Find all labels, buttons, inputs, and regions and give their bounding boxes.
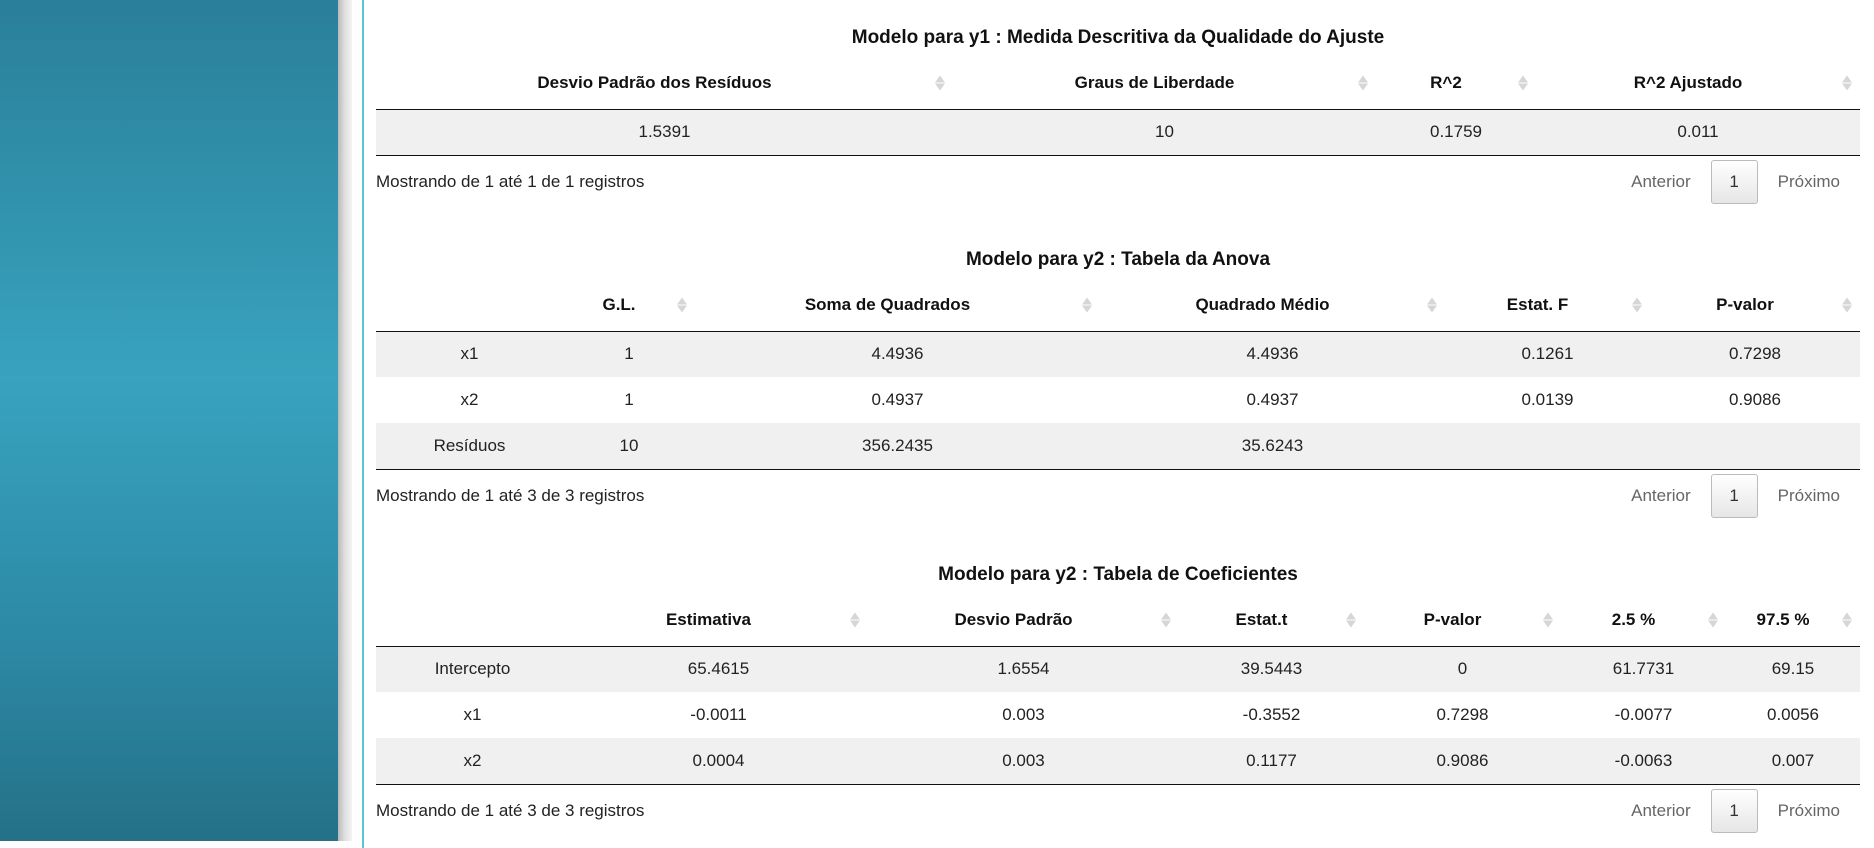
- table1-title: Modelo para y1 : Medida Descritiva da Qualidade do Ajuste: [851, 27, 1385, 48]
- table-cell: 65.4615: [569, 646, 868, 692]
- sort-icon: [850, 612, 860, 627]
- table-row: [376, 423, 1860, 469]
- table-cell: [1445, 423, 1650, 469]
- sort-icon: [1358, 75, 1368, 90]
- previous-button[interactable]: Anterior: [1631, 171, 1691, 191]
- table1-footer: [376, 156, 1860, 208]
- table3-col-row-label: [376, 594, 569, 646]
- table-cell: 0.0056: [1726, 692, 1860, 738]
- sort-icon: [1842, 297, 1852, 312]
- row-label: x1: [376, 331, 563, 377]
- sort-icon: [677, 297, 687, 312]
- table-cell: 0.011: [1536, 109, 1860, 155]
- table-cell: 0.0139: [1445, 377, 1650, 423]
- table2-pagination: [1611, 474, 1860, 518]
- table-cell: 0.007: [1726, 738, 1860, 784]
- table3-footer: [376, 785, 1860, 837]
- table-cell: 0.9086: [1364, 738, 1561, 784]
- table2-col-row-label: [376, 279, 563, 331]
- sidebar: [0, 0, 338, 841]
- table1-col-r2-adj[interactable]: R^2 Ajustado: [1536, 57, 1860, 109]
- table2-section: [376, 248, 1860, 522]
- table3-info: Mostrando de 1 até 3 de 3 registros: [376, 800, 645, 820]
- table1-info: Mostrando de 1 até 1 de 1 registros: [376, 171, 645, 191]
- previous-button[interactable]: Anterior: [1631, 800, 1691, 820]
- table-cell: 356.2435: [695, 423, 1100, 469]
- table-cell: -0.0011: [569, 692, 868, 738]
- table1-col-r2[interactable]: R^2: [1376, 57, 1536, 109]
- table2-header-row: [376, 279, 1860, 331]
- table1-col-gl[interactable]: Graus de Liberdade: [953, 57, 1376, 109]
- table-cell: 4.4936: [695, 331, 1100, 377]
- sort-icon: [1842, 612, 1852, 627]
- table-cell: [1650, 423, 1860, 469]
- row-label: Resíduos: [376, 423, 563, 469]
- row-label: x1: [376, 692, 569, 738]
- table2-footer: [376, 470, 1860, 522]
- table1-col-desvio[interactable]: Desvio Padrão dos Resíduos: [376, 57, 953, 109]
- table-cell: 0.0004: [569, 738, 868, 784]
- table3-col-estat-t[interactable]: Estat.t: [1179, 594, 1364, 646]
- table-cell: -0.0077: [1561, 692, 1726, 738]
- sort-icon: [1346, 612, 1356, 627]
- table-row: [376, 738, 1860, 784]
- sort-icon: [1082, 297, 1092, 312]
- table-cell: 1: [563, 331, 695, 377]
- row-label: x2: [376, 377, 563, 423]
- page-1-button[interactable]: 1: [1711, 160, 1758, 204]
- table3-pagination: [1611, 789, 1860, 833]
- table3-section: [376, 563, 1860, 837]
- table-cell: 0.7298: [1364, 692, 1561, 738]
- sort-icon: [1842, 75, 1852, 90]
- table-cell: 0.4937: [695, 377, 1100, 423]
- table-cell: 1.6554: [868, 646, 1179, 692]
- table-cell: 0.7298: [1650, 331, 1860, 377]
- table1-section: [376, 26, 1860, 208]
- table-cell: 0.1177: [1179, 738, 1364, 784]
- table3-col-estimativa[interactable]: Estimativa: [569, 594, 868, 646]
- table-cell: 61.7731: [1561, 646, 1726, 692]
- page-1-button[interactable]: 1: [1711, 474, 1758, 518]
- row-label: x2: [376, 738, 569, 784]
- table-cell: 0.003: [868, 692, 1179, 738]
- table2-col-gl[interactable]: G.L.: [563, 279, 695, 331]
- sort-icon: [1518, 75, 1528, 90]
- table3: [376, 594, 1860, 785]
- table1-header-row: [376, 57, 1860, 109]
- table-row: [376, 692, 1860, 738]
- table-cell: 0.4937: [1100, 377, 1445, 423]
- table-cell: 10: [953, 109, 1376, 155]
- previous-button[interactable]: Anterior: [1631, 485, 1691, 505]
- sort-icon: [935, 75, 945, 90]
- table-cell: 0.9086: [1650, 377, 1860, 423]
- table3-title: Modelo para y2 : Tabela de Coeficientes: [938, 564, 1298, 585]
- row-label: Intercepto: [376, 646, 569, 692]
- table-cell: 0.003: [868, 738, 1179, 784]
- table-cell: 0.1261: [1445, 331, 1650, 377]
- table3-col-pvalor[interactable]: P-valor: [1364, 594, 1561, 646]
- table-cell: 69.15: [1726, 646, 1860, 692]
- sort-icon: [1632, 297, 1642, 312]
- sort-icon: [1161, 612, 1171, 627]
- table2: [376, 279, 1860, 470]
- table1: [376, 57, 1860, 156]
- table-row: [376, 646, 1860, 692]
- table-cell: 0.1759: [1376, 109, 1536, 155]
- table-row: [376, 377, 1860, 423]
- table-cell: 1.5391: [376, 109, 953, 155]
- table-cell: -0.3552: [1179, 692, 1364, 738]
- table3-header-row: [376, 594, 1860, 646]
- next-button[interactable]: Próximo: [1777, 800, 1840, 820]
- table-row: [376, 109, 1860, 155]
- page-1-button[interactable]: 1: [1711, 789, 1758, 833]
- table2-title: Modelo para y2 : Tabela da Anova: [965, 249, 1271, 270]
- table3-col-97-5[interactable]: 97.5 %: [1726, 594, 1860, 646]
- table2-col-soma[interactable]: Soma de Quadrados: [695, 279, 1100, 331]
- table2-col-pvalor[interactable]: P-valor: [1650, 279, 1860, 331]
- next-button[interactable]: Próximo: [1777, 485, 1840, 505]
- sort-icon: [1427, 297, 1437, 312]
- table1-pagination: [1611, 160, 1860, 204]
- table-cell: 35.6243: [1100, 423, 1445, 469]
- sort-icon: [1543, 612, 1553, 627]
- table3-col-2-5[interactable]: 2.5 %: [1561, 594, 1726, 646]
- table-cell: 10: [563, 423, 695, 469]
- table2-col-quadrado[interactable]: Quadrado Médio: [1100, 279, 1445, 331]
- next-button[interactable]: Próximo: [1777, 171, 1840, 191]
- table-cell: 1: [563, 377, 695, 423]
- table-row: [376, 331, 1860, 377]
- table-cell: 4.4936: [1100, 331, 1445, 377]
- sidebar-shadow: [338, 0, 352, 841]
- table-cell: 0: [1364, 646, 1561, 692]
- table2-col-estat-f[interactable]: Estat. F: [1445, 279, 1650, 331]
- table-cell: 39.5443: [1179, 646, 1364, 692]
- table3-col-desvio[interactable]: Desvio Padrão: [868, 594, 1179, 646]
- sort-icon: [1708, 612, 1718, 627]
- table-cell: -0.0063: [1561, 738, 1726, 784]
- table2-info: Mostrando de 1 até 3 de 3 registros: [376, 485, 645, 505]
